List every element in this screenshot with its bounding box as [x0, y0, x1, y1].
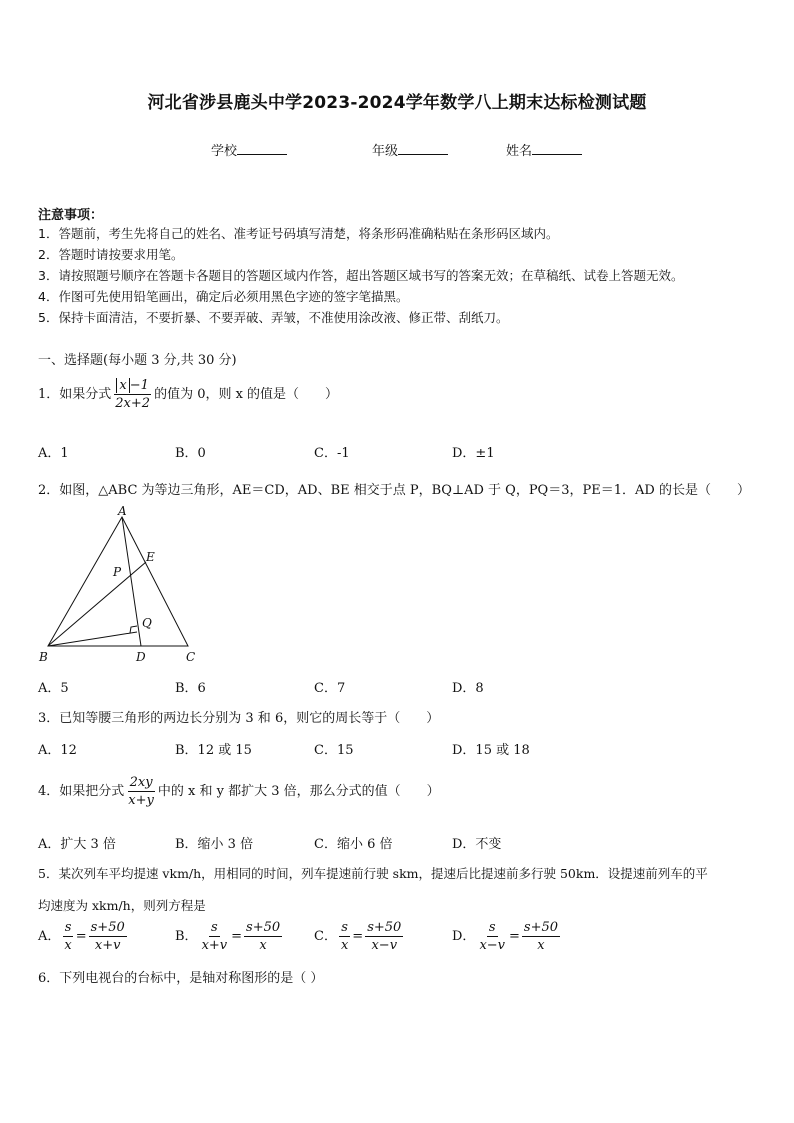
q2-option-a: A．5 — [38, 681, 69, 696]
q5-left-numerator: s — [341, 920, 348, 935]
q4-option-b: B．缩小 3 倍 — [175, 837, 254, 852]
label-q: Q — [142, 616, 152, 630]
q1-option-d: D．±1 — [452, 446, 495, 461]
label-b: B — [39, 650, 48, 664]
q5-right-denominator: x — [537, 938, 545, 953]
section-heading: 一、选择题(每小题 3 分,共 30 分) — [38, 353, 237, 368]
school-field — [211, 140, 287, 159]
q4-option-d: D．不变 — [452, 837, 502, 852]
school-blank — [237, 142, 287, 155]
q5-option-c — [314, 920, 405, 953]
question-5-line-2: 均速度为 xkm/h，则列方程是 — [38, 898, 206, 913]
q3-option-b: B．12 或 15 — [175, 743, 252, 758]
equals-sign: = — [231, 929, 243, 944]
q4-numerator: 2xy — [129, 775, 153, 790]
label-p: P — [113, 565, 122, 579]
q3-option-a: A．12 — [38, 743, 77, 758]
grade-field — [372, 140, 448, 159]
q5-right-numerator: s+50 — [90, 920, 125, 935]
equals-sign: = — [509, 929, 520, 944]
q3-option-d: D．15 或 18 — [452, 743, 530, 758]
school-label: 学校 — [211, 144, 238, 159]
name-blank — [532, 142, 582, 155]
q5-left-denominator: x−v — [479, 938, 506, 953]
q1-suffix: 的值为 0，则 x 的值是（ ） — [154, 387, 339, 402]
name-label: 姓名 — [506, 144, 533, 159]
q1-abs-value: x — [116, 378, 129, 393]
question-3: 3．已知等腰三角形的两边长分别为 3 和 6，则它的周长等于（ ） — [38, 711, 440, 726]
question-4 — [38, 775, 440, 808]
q4-fraction — [126, 775, 156, 808]
q2-option-b: B．6 — [175, 681, 206, 696]
q3-option-c: C．15 — [314, 743, 354, 758]
q4-option-c: C．缩小 6 倍 — [314, 837, 393, 852]
label-d: D — [136, 650, 146, 664]
q4-prefix: 4．如果把分式 — [38, 784, 125, 799]
q5-left-denominator: x+v — [201, 938, 228, 953]
q4-denominator: x+y — [128, 793, 154, 808]
question-6: 6．下列电视台的台标中，是轴对称图形的是（ ） — [38, 971, 324, 986]
q2-option-c: C．7 — [314, 681, 346, 696]
q1-option-a: A．1 — [38, 446, 69, 461]
question-5-line-1: 5．某次列车平均提速 vkm/h，用相同的时间，列车提速前行驶 skm，提速后比提速前多行驶 50km．设提速前列车的平 — [38, 866, 708, 881]
q1-prefix: 1．如果分式 — [38, 387, 112, 402]
q4-suffix: 中的 x 和 y 都扩大 3 倍，那么分式的值（ ） — [157, 784, 440, 799]
triangle-abc — [48, 517, 188, 646]
q5-option-b — [175, 920, 284, 953]
question-2: 2．如图，△ABC 为等边三角形，AE＝CD，AD、BE 相交于点 P，BQ⊥AD 于 Q，PQ＝3，PE＝1．AD 的长是（ ） — [38, 483, 750, 498]
q5-option-label: B． — [175, 929, 198, 944]
note-item: 2．答题时请按要求用笔。 — [38, 247, 184, 262]
q5-left-denominator: x — [340, 938, 349, 953]
q5-right-numerator: s+50 — [367, 920, 402, 935]
q5-option-label: A． — [38, 929, 61, 944]
q5-option-a — [38, 920, 129, 953]
triangle-figure — [30, 503, 210, 668]
q5-right-denominator: x — [259, 938, 267, 953]
q1-numerator-rest: −1 — [129, 378, 149, 393]
q1-option-c: C．-1 — [314, 446, 350, 461]
grade-label: 年级 — [372, 144, 399, 159]
q1-denominator: 2x+2 — [115, 396, 151, 411]
name-field — [506, 140, 582, 159]
notes-heading: 注意事项： — [38, 208, 104, 223]
equals-sign: = — [75, 929, 87, 944]
note-item: 4．作图可先使用铅笔画出，确定后必须用黑色字迹的签字笔描黑。 — [38, 289, 409, 304]
q5-left-numerator: s — [64, 920, 72, 935]
label-e: E — [146, 550, 155, 564]
note-item: 5．保持卡面清洁，不要折暴、不要弄破、弄皱，不准使用涂改液、修正带、刮纸刀。 — [38, 310, 509, 325]
q5-option-label: C． — [314, 929, 337, 944]
equals-sign: = — [352, 929, 364, 944]
q5-right-denominator: x−v — [371, 938, 398, 953]
q5-right-numerator: s+50 — [246, 920, 281, 935]
q5-left-denominator: x — [64, 938, 72, 953]
q5-option-d — [452, 920, 562, 953]
question-1 — [38, 378, 338, 411]
q5-right-denominator: x+v — [94, 938, 121, 953]
q4-option-a: A．扩大 3 倍 — [38, 837, 116, 852]
note-item: 3．请按照题号顺序在答题卡各题目的答题区域内作答，超出答题区域书写的答案无效；在草稿纸、试卷上答题无效。 — [38, 268, 684, 283]
page-title: 河北省涉县鹿头中学2023-2024学年数学八上期末达标检测试题 — [147, 93, 647, 113]
q5-left-numerator: s — [488, 920, 496, 935]
grade-blank — [398, 142, 448, 155]
label-a: A — [118, 504, 127, 518]
q2-option-d: D．8 — [452, 681, 484, 696]
label-c: C — [186, 650, 196, 664]
q1-fraction — [113, 378, 152, 411]
q5-right-numerator: s+50 — [523, 920, 559, 935]
q1-option-b: B．0 — [175, 446, 206, 461]
q5-option-label: D． — [452, 929, 476, 944]
note-item: 1．答题前，考生先将自己的姓名、准考证号码填写清楚，将条形码准确粘贴在条形码区域内。 — [38, 226, 559, 241]
q5-left-numerator: s — [211, 920, 218, 935]
